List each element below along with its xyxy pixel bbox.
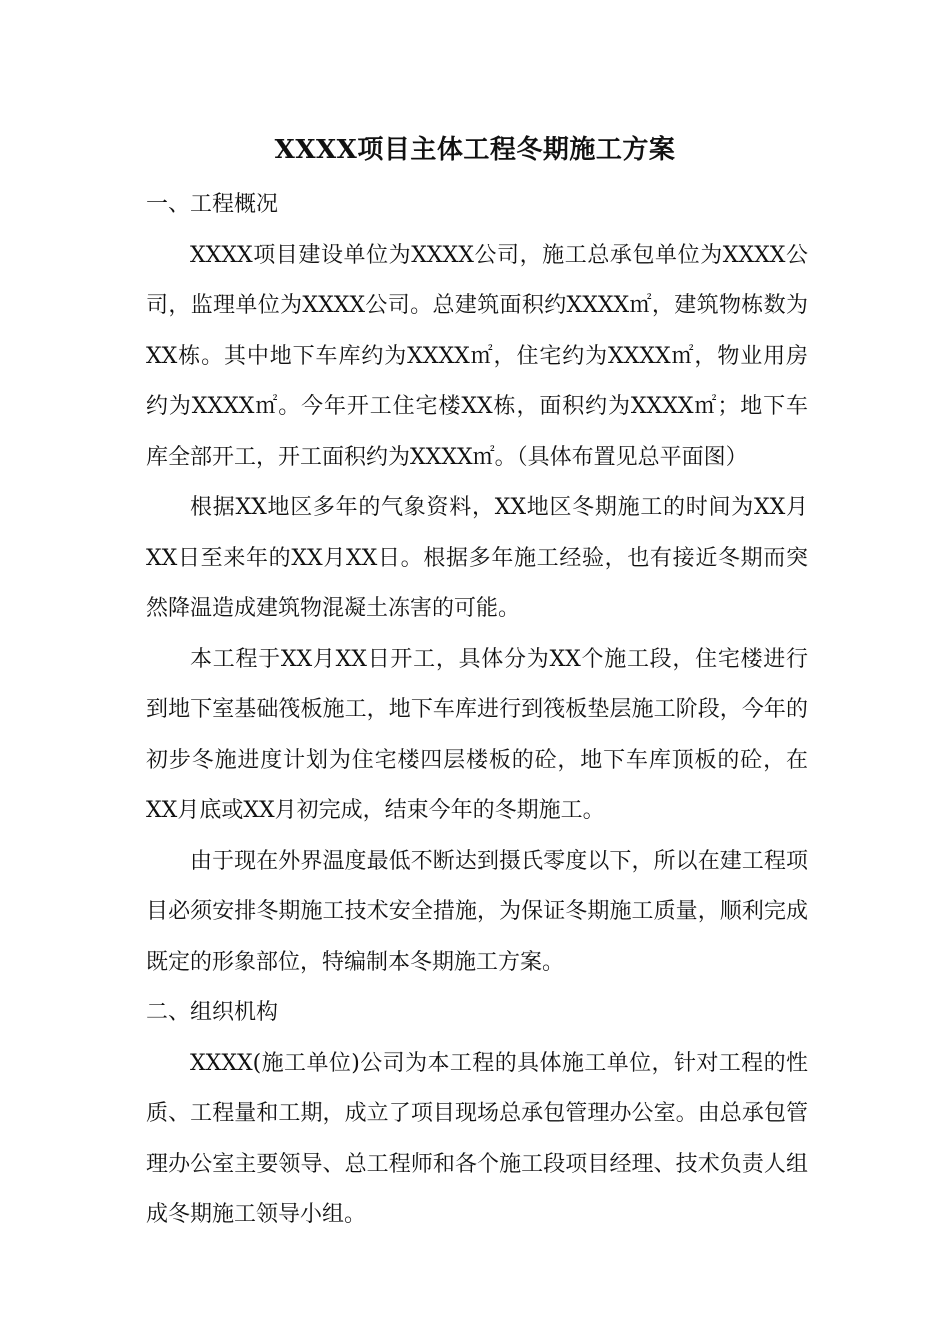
paragraph-schedule: 本工程于XX月XX日开工，具体分为XX个施工段，住宅楼进行到地下室基础筏板施工，地下车库进行到筏板垫层施工阶段，今年的初步冬施进度计划为住宅楼四层楼板的砼，地下车库顶板的砼，在XX月底或XX月初完成，结束今年的冬期施工。 (146, 646, 808, 823)
paragraph-organization: XXXX(施工单位)公司为本工程的具体施工单位，针对工程的性质、工程量和工期，成立了项目现场总承包管理办公室。由总承包管理办公室主要领导、总工程师和各个施工段项目经理、技术负责人组成冬期施工领导小组。 (146, 1050, 808, 1227)
paragraph-purpose: 由于现在外界温度最低不断达到摄氏零度以下，所以在建工程项目必须安排冬期施工技术安全措施，为保证冬期施工质量，顺利完成既定的形象部位，特编制本冬期施工方案。 (146, 848, 808, 975)
paragraph-project-info: XXXX项目建设单位为XXXX公司，施工总承包单位为XXXX公司，监理单位为XXXX公司。总建筑面积约XXXX㎡，建筑物栋数为XX栋。其中地下车库约为XXXX㎡，住宅约为XXXX㎡，物业用房约为XXXX㎡。今年开工住宅楼XX栋，面积约为XXXX㎡；地下车库全部开工，开工面积约为XXXX㎡。（具体布置见总平面图） (146, 242, 808, 470)
document-title: XXXX项目主体工程冬期施工方案 (274, 135, 676, 165)
section-heading-overview: 一、工程概况 (146, 192, 279, 217)
paragraph-weather: 根据XX地区多年的气象资料，XX地区冬期施工的时间为XX月XX日至来年的XX月XX日。根据多年施工经验，也有接近冬期而突然降温造成建筑物混凝土冻害的可能。 (146, 495, 808, 621)
section-heading-organization: 二、组织机构 (146, 1000, 279, 1025)
document-body (146, 180, 808, 1241)
